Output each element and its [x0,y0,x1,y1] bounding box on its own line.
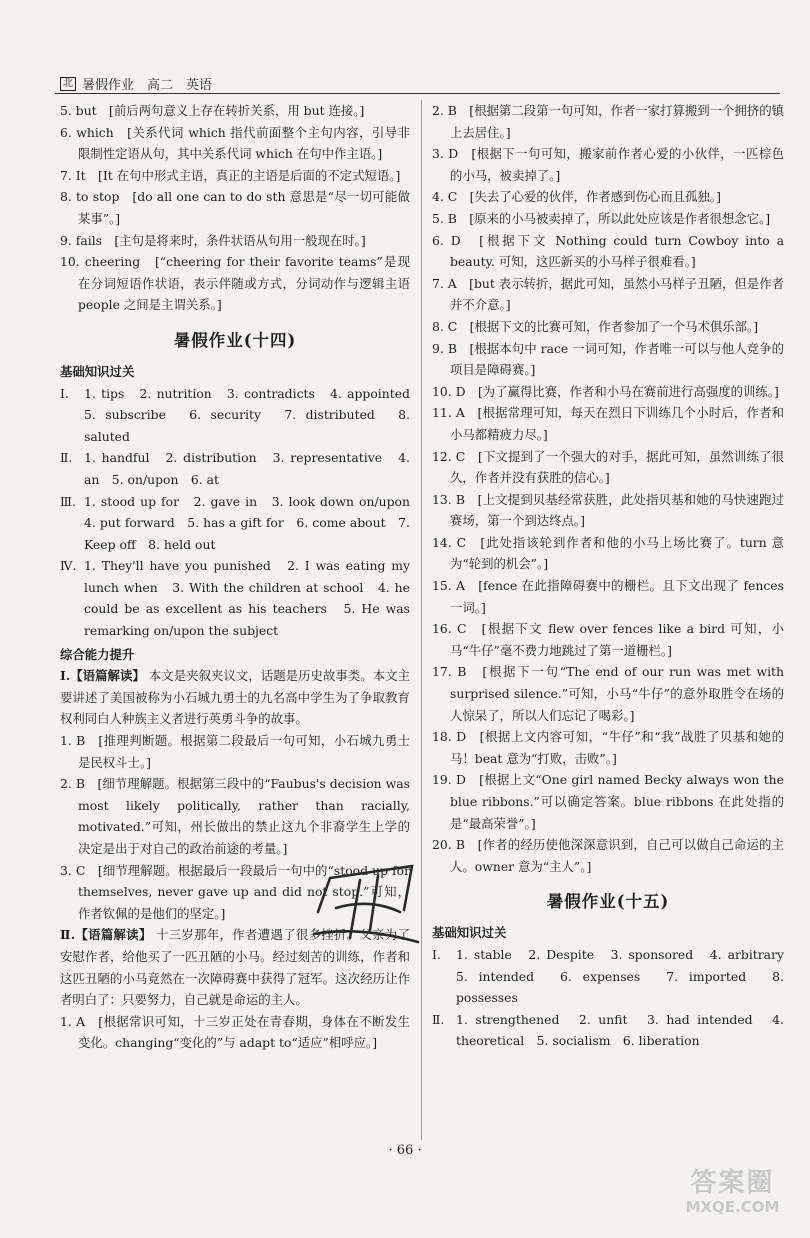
exercise-number: Ⅱ. [432,1011,445,1027]
exercise-number: Ⅳ. [60,558,77,574]
passage-reading-1 [60,665,410,730]
passage-label: Ⅰ.【语篇解读】 [60,668,145,684]
passage-summary: 本文是夹叙夹议文，话题是历史故事类。本文主要讲述了美国被称为小石城九勇士的九名高中学生为了争取教育权利同白人种族主义者进行英勇斗争的故事。 [60,668,410,727]
answer-item: 2. B [根据第二段第一句可知，作者一家打算搬到一个拥挤的镇上去居住。] [432,103,784,140]
comprehensive-heading: 综合能力提升 [60,646,135,662]
answer-item: 15. A [fence 在此指障碍赛中的栅栏。且下文出现了 fences 一词。] [432,578,784,615]
exercise-answers: 1. strengthened 2. unfit 3. had intended 4. theoretical 5. socialism 6. liberation [456,1011,784,1049]
basic-heading: 基础知识过关 [60,363,135,379]
exercise-answers: 1. They'll have you punished 2. I was eating my lunch when 3. With the children at school 4. he could be as excellent as his teachers 5. He was remarking on/upon the subject [84,558,410,639]
exercise-row [432,944,797,1009]
answer-item: 1. A [根据常识可知，十三岁正处在青春期，身体在不断发生变化。changing“变化的”与 adapt to“适应”相呼应。] [60,1013,410,1051]
answer-item: 12. C [下文提到了一个强大的对手，据此可知，虽然训练了很久，作者并没有获胜的信心。] [432,448,784,486]
exercise-number: Ⅱ. [60,450,73,466]
answer-item: 8. to stop [do all one can to do sth 意思是“尽一切可能做某事”。] [60,189,410,226]
exercise-row [60,491,423,556]
exercise-row [60,555,410,641]
answer-item: 2. B [细节理解题。根据第三段中的“Faubus's decision was most likely politically, rather than racially, motivated.”可知，州长做出的禁止这九个非裔学生上学的决定是出于对自己的政治前途的考量。] [60,776,410,856]
exercise-row [60,447,410,490]
exercise-row [60,383,423,448]
answer-item: 7. A [but 表示转折，据此可知，虽然小马样子丑陋，但是作者并不介意。] [432,275,784,313]
answer-item: 9. B [根据本句中 race 一词可知，作者唯一可以与他人竞争的项目是障碍赛。] [432,340,784,378]
answer-item: 3. D [根据下一句可知，搬家前作者心爱的小伙伴，一匹棕色的小马，被卖掉了。] [432,146,784,183]
exercise-number: Ⅰ. [432,946,441,962]
answer-item: 8. C [根据下文的比赛可知，作者参加了一个马术俱乐部。] [432,318,759,334]
answer-item: 19. D [根据上文“One girl named Becky always won the blue ribbons.”可以确定答案。blue ribbons 在此处指的是“最高荣誉”。] [432,772,784,831]
series-logo: 北 [60,77,76,91]
column-divider [421,100,422,1140]
section-title-15: 暑假作业(十五) [546,892,670,912]
exercise-answers: 1. handful 2. distribution 3. representative 4. an 5. on/upon 6. at [84,450,410,487]
exercise-number: Ⅲ. [60,493,76,509]
exercise-answers: 1. tips 2. nutrition 3. contradicts 4. appointed 5. subscribe 6. security 7. distributed 8. saluted [84,385,423,444]
exercise-number: Ⅰ. [60,385,69,401]
answer-item: 3. C [细节理解题。根据最后一段最后一句中的“stood up for themselves, never gave up and did not stop.”可知，作者钦佩的是他们的坚定。] [60,862,410,921]
answer-item: 20. B [作者的经历使他深深意识到，自己可以做自己命运的主人。owner 意为“主人”。] [432,837,784,874]
answer-item: 5. but [前后两句意义上存在转折关系，用 but 连接。] [60,103,365,118]
answer-item: 4. C [失去了心爱的伙伴，作者感到伤心而且孤独。] [432,189,721,205]
answer-item: 9. fails [主句是将来时，条件状语从句用一般现在时。] [60,232,366,248]
page-header [60,74,212,93]
passage-label: Ⅱ.【语篇解读】 [60,927,152,943]
header-title: 暑假作业 高二 英语 [82,78,213,93]
watermark-url: MXQE.COM [685,1198,780,1216]
section-title-14: 暑假作业(十四) [173,330,297,350]
site-watermark [670,1168,795,1216]
answer-item: 17. B [根据下一句“The end of our run was met with surprised silence.”可知，小马“牛仔”的意外取胜令在场的人惊呆了，所以人们忘记了喝彩。] [432,664,784,723]
header-rule [55,93,780,94]
handwritten-stamp [300,850,440,960]
answer-item: 16. C [根据下文 flew over fences like a bird 可知，小马“牛仔”毫不费力地跳过了第一道栅栏。] [432,621,784,658]
passage-summary: 十三岁那年，作者遭遇了很多挫折。父亲为了安慰作者，给他买了一匹丑陋的小马。经过刻苦的训练，作者和这匹丑陋的小马竟然在一次障碍赛中获得了冠军。这次经历让作者明白了：只要努力，自己就是命运的主人。 [60,927,410,1008]
answer-item: 1. B [推理判断题。根据第二段最后一句可知，小石城九勇士是民权斗士。] [60,733,410,770]
answer-item: 6. which [关系代词 which 指代前面整个主句内容，引导非限制性定语从句，其中关系代词 which 在句中作主语。] [60,124,410,162]
page-number: · 66 · [388,1143,422,1158]
answer-item: 11. A [根据常理可知，每天在烈日下训练几个小时后，作者和小马都精疲力尽。] [432,405,784,442]
answer-item: 18. D [根据上文内容可知，“牛仔”和“我”战胜了贝基和她的马！beat 意为“打败，击败”。] [432,729,784,766]
answer-item: 13. B [上文提到贝基经常获胜，此处指贝基和她的马快速跑过赛场，第一个到达终点。] [432,491,784,529]
basic-heading: 基础知识过关 [432,925,507,941]
answer-item: 5. B [原来的小马被卖掉了，所以此处应该是作者很想念它。] [432,210,771,226]
exercise-answers: 1. stable 2. Despite 3. sponsored 4. arbitrary 5. intended 6. expenses 7. imported 8. possesses [456,946,797,1006]
answer-item: 6. D [根据下文 Nothing could turn Cowboy into a beauty. 可知，这匹新买的小马样子很难看。] [432,232,784,270]
answer-item: 14. C [此处指该轮到作者和他的小马上场比赛了。turn 意为“轮到的机会”。] [432,534,784,572]
answer-item: 7. It [It 在句中形式主语，真正的主语是后面的不定式短语。] [60,167,401,183]
exercise-row [432,1009,784,1052]
answer-item: 10. D [为了赢得比赛，作者和小马在赛前进行高强度的训练。] [432,383,779,399]
right-column [432,100,797,1052]
exercise-answers: 1. stood up for 2. gave in 3. look down on/upon 4. put forward 5. has a gift for 6. come about 7. Keep off 8. held out [84,493,423,552]
watermark-logo: 答案圈 [690,1168,775,1198]
answer-item: 10. cheering [“cheering for their favorite teams”是现在分词短语作状语，表示伴随或方式，分词动作与逻辑主语 people 之间是主谓关系。] [60,254,410,313]
